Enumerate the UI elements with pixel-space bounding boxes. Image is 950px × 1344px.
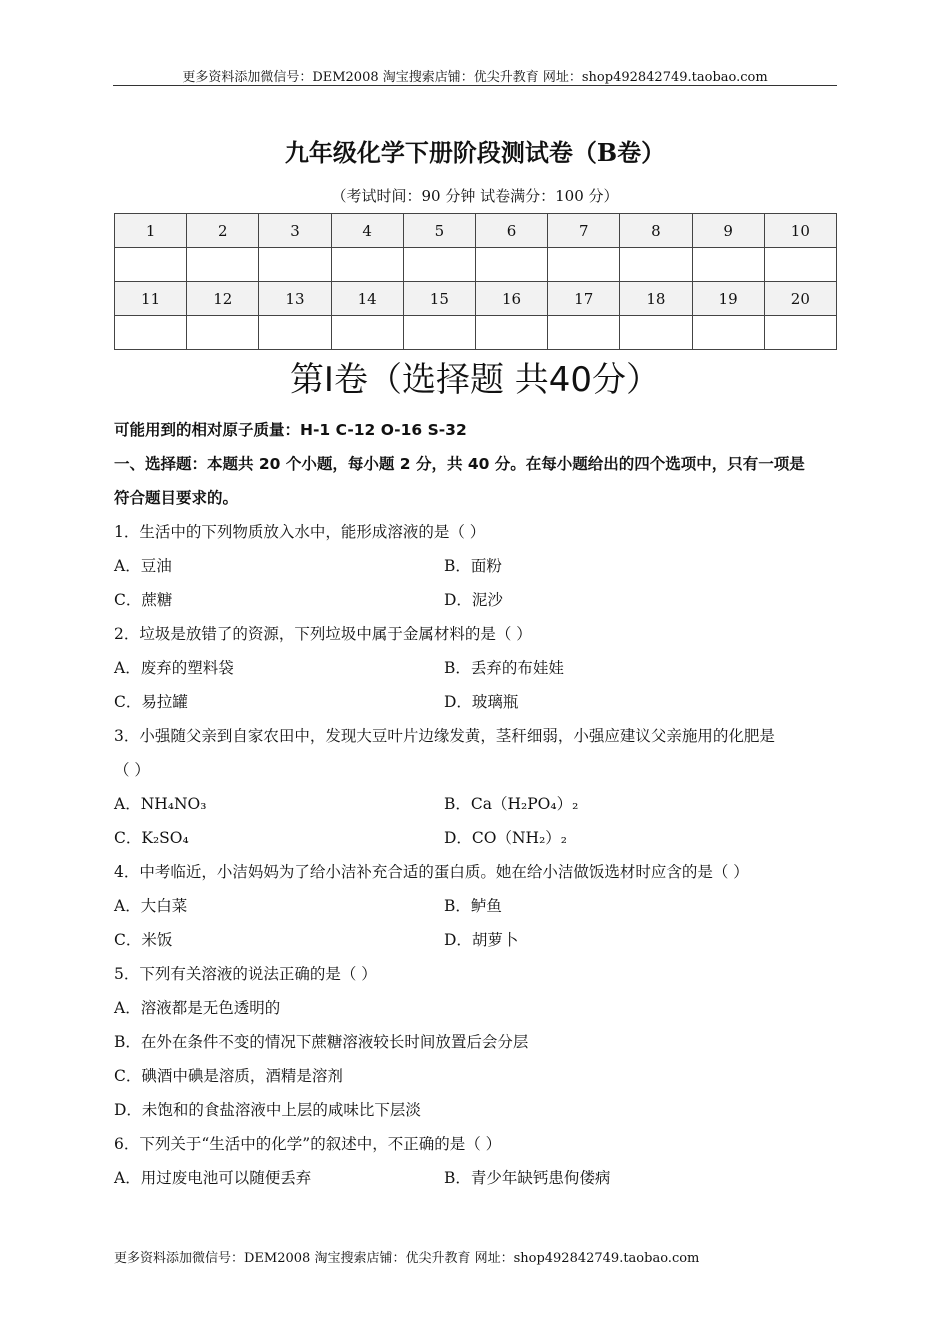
answer-cell[interactable] xyxy=(548,316,620,350)
answer-cell[interactable] xyxy=(187,316,259,350)
answer-grid-header-row-2 xyxy=(115,282,837,316)
option[interactable]: B．Ca（H₂PO₄）₂ xyxy=(444,795,579,813)
answer-cell[interactable] xyxy=(331,248,403,282)
answer-grid-header-row-1 xyxy=(115,214,837,248)
question-6-stem: 6．下列关于“生活中的化学”的叙述中，不正确的是（ ） xyxy=(114,1135,502,1153)
answer-cell[interactable] xyxy=(187,248,259,282)
grid-number-cell: 14 xyxy=(331,282,403,316)
answer-grid-blank-row-1 xyxy=(115,248,837,282)
answer-cell[interactable] xyxy=(692,316,764,350)
answer-cell[interactable] xyxy=(475,316,547,350)
question-2-options-row-2 xyxy=(114,685,838,719)
option[interactable]: A．NH₄NO₃ xyxy=(114,795,207,813)
grid-number-cell: 11 xyxy=(115,282,187,316)
option[interactable]: A．溶液都是无色透明的 xyxy=(114,999,281,1017)
header-rule xyxy=(113,85,837,86)
grid-number-cell: 4 xyxy=(331,214,403,248)
exam-body xyxy=(114,413,838,1195)
grid-number-cell: 8 xyxy=(620,214,692,248)
option[interactable]: D．玻璃瓶 xyxy=(444,693,519,711)
question-3-stem-continued: （ ） xyxy=(114,761,150,779)
grid-number-cell: 5 xyxy=(403,214,475,248)
grid-number-cell: 16 xyxy=(475,282,547,316)
question-2-stem: 2．垃圾是放错了的资源，下列垃圾中属于金属材料的是（ ） xyxy=(114,625,532,643)
grid-number-cell: 17 xyxy=(548,282,620,316)
exam-subtitle: （考试时间：90 分钟 试卷满分：100 分） xyxy=(331,187,619,205)
option[interactable]: A．豆油 xyxy=(114,557,172,575)
exam-title: 九年级化学下册阶段测试卷（B卷） xyxy=(284,138,666,167)
option[interactable]: C．米饭 xyxy=(114,931,173,949)
grid-number-cell: 2 xyxy=(187,214,259,248)
atomic-masses: 可能用到的相对原子质量：H-1 C-12 O-16 S-32 xyxy=(114,421,467,439)
question-3-stem: 3．小强随父亲到自家农田中，发现大豆叶片边缘发黄，茎秆细弱，小强应建议父亲施用的化肥是 xyxy=(114,727,775,745)
answer-cell[interactable] xyxy=(115,316,187,350)
grid-number-cell: 12 xyxy=(187,282,259,316)
instructions-line-2: 符合题目要求的。 xyxy=(114,489,239,507)
answer-cell[interactable] xyxy=(548,248,620,282)
question-1-options-row-2 xyxy=(114,583,838,617)
answer-cell[interactable] xyxy=(692,248,764,282)
answer-cell[interactable] xyxy=(764,248,836,282)
option[interactable]: D．胡萝卜 xyxy=(444,931,519,949)
option[interactable]: C．碘酒中碘是溶质，酒精是溶剂 xyxy=(114,1067,343,1085)
answer-grid xyxy=(114,213,837,350)
grid-number-cell: 20 xyxy=(764,282,836,316)
question-2-options-row-1 xyxy=(114,651,838,685)
grid-number-cell: 1 xyxy=(115,214,187,248)
grid-number-cell: 3 xyxy=(259,214,331,248)
question-3-options-row-1 xyxy=(114,787,838,821)
answer-cell[interactable] xyxy=(259,316,331,350)
question-4-stem: 4．中考临近，小洁妈妈为了给小洁补充合适的蛋白质。她在给小洁做饭选材时应含的是（ ） xyxy=(114,863,749,881)
grid-number-cell: 15 xyxy=(403,282,475,316)
option[interactable]: B．在外在条件不变的情况下蔗糖溶液较长时间放置后会分层 xyxy=(114,1033,529,1051)
grid-number-cell: 7 xyxy=(548,214,620,248)
option[interactable]: D．未饱和的食盐溶液中上层的咸味比下层淡 xyxy=(114,1101,421,1119)
answer-cell[interactable] xyxy=(403,248,475,282)
grid-number-cell: 19 xyxy=(692,282,764,316)
answer-cell[interactable] xyxy=(620,316,692,350)
option[interactable]: A．大白菜 xyxy=(114,897,188,915)
instructions-line-1: 一、选择题：本题共 20 个小题，每小题 2 分，共 40 分。在每小题给出的四个选项中，只有一项是 xyxy=(114,455,805,473)
answer-cell[interactable] xyxy=(259,248,331,282)
question-5-stem: 5．下列有关溶液的说法正确的是（ ） xyxy=(114,965,377,983)
question-1-options-row-1 xyxy=(114,549,838,583)
answer-cell[interactable] xyxy=(620,248,692,282)
option[interactable]: C．蔗糖 xyxy=(114,591,173,609)
question-4-options-row-2 xyxy=(114,923,838,957)
section-title: 第Ⅰ卷（选择题 共40分） xyxy=(289,360,661,400)
grid-number-cell: 6 xyxy=(475,214,547,248)
grid-number-cell: 18 xyxy=(620,282,692,316)
question-6-options-row-1 xyxy=(114,1161,838,1195)
question-4-options-row-1 xyxy=(114,889,838,923)
option[interactable]: B．鲈鱼 xyxy=(444,897,502,915)
answer-cell[interactable] xyxy=(115,248,187,282)
answer-cell[interactable] xyxy=(764,316,836,350)
option[interactable]: D．泥沙 xyxy=(444,591,503,609)
page-header: 更多资料添加微信号：DEM2008 淘宝搜索店铺：优尖升教育 网址：shop492842749.taobao.com xyxy=(182,70,768,85)
option[interactable]: B．青少年缺钙患佝偻病 xyxy=(444,1169,611,1187)
option[interactable]: D．CO（NH₂）₂ xyxy=(444,829,568,847)
answer-cell[interactable] xyxy=(475,248,547,282)
question-1-stem: 1．生活中的下列物质放入水中，能形成溶液的是（ ） xyxy=(114,523,486,541)
grid-number-cell: 13 xyxy=(259,282,331,316)
option[interactable]: C．K₂SO₄ xyxy=(114,829,189,847)
option[interactable]: C．易拉罐 xyxy=(114,693,188,711)
question-3-options-row-2 xyxy=(114,821,838,855)
page-footer: 更多资料添加微信号：DEM2008 淘宝搜索店铺：优尖升教育 网址：shop492842749.taobao.com xyxy=(114,1251,700,1266)
option[interactable]: B．面粉 xyxy=(444,557,502,575)
option[interactable]: A．废弃的塑料袋 xyxy=(114,659,234,677)
answer-grid-blank-row-2 xyxy=(115,316,837,350)
option[interactable]: A．用过废电池可以随便丢弃 xyxy=(114,1169,312,1187)
grid-number-cell: 10 xyxy=(764,214,836,248)
grid-number-cell: 9 xyxy=(692,214,764,248)
option[interactable]: B．丢弃的布娃娃 xyxy=(444,659,564,677)
answer-cell[interactable] xyxy=(403,316,475,350)
answer-cell[interactable] xyxy=(331,316,403,350)
